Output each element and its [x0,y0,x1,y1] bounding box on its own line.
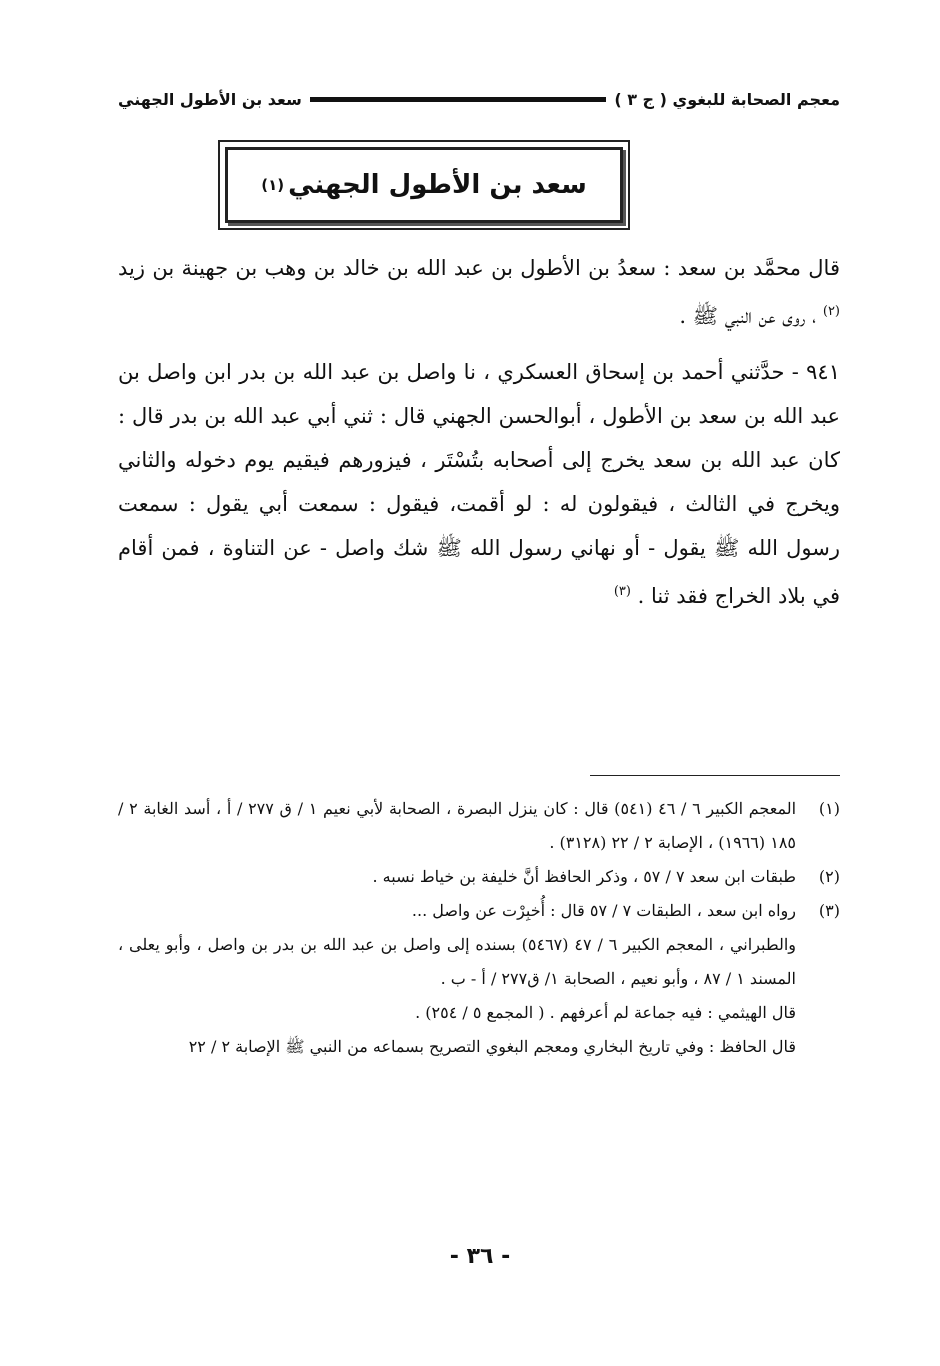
paragraph-2-text: ٩٤١ - حدَّثني أحمد بن إسحاق العسكري ، نا واصل بن عبد الله بن بدر ابن واصل بن عبد الله بن سعد بن الأطول ، أبوالحسن الجهني قال : ثني أبي عبد الله بن بدر قال : كان عبد الله بن سعد يخرج إلى أصحابه بتُسْتَر ، فيزورهم فيقيم يوم دخوله والثاني ويخرج في الثالث ، فيقولون له : لو أقمت، فيقول : سمعت أبي يقول : سمعت رسول الله ﷺ يقول - أو نهاني رسول الله ﷺ شك واصل - عن التناوة ، فمن أقام في بلاد الخراج فقد ثنا . [118,360,840,608]
paragraph-biography [118,246,840,338]
entry-title: سعد بن الأطول الجهني [288,170,587,200]
running-header [118,84,840,114]
footnote-number: (٣) [818,901,840,920]
footnote-number: (١) [818,799,840,818]
footnote-separator [590,775,840,776]
footnote-3 [118,894,840,928]
footnote-text: المعجم الكبير ٦ / ٤٦ (٥٤١) قال : كان ينزل البصرة ، الصحابة لأبي نعيم ١ / ق ٢٧٧ / أ ، أسد الغابة ٢ / ١٨٥ (١٩٦٦) ، الإصابة ٢ / ٢٢ (٣١٢٨) . [118,799,797,852]
header-entry-title: سعد بن الأطول الجهني [118,89,302,109]
footnote-ref-2: (٢) [822,304,840,319]
footnote-text: طبقات ابن سعد ٧ / ٥٧ ، وذكر الحافظ أنَّ خليفة بن خياط نسبه . [372,867,796,886]
footnote-3-haythami: قال الهيثمي : فيه جماعة لم أعرفهم . ( المجمع ٥ / ٢٥٤) . [415,1003,796,1022]
header-rule [310,97,607,102]
main-text [118,246,840,618]
footnote-3-continuation: والطبراني ، المعجم الكبير ٦ / ٤٧ (٥٤٦٧) بسنده إلى واصل بن عبد الله بن بدر بن واصل ، وأبو يعلى ، المسند ١ / ٨٧ ، وأبو نعيم ، الصحابة ١/ ق٢٧٧ / أ - ب . [118,935,797,988]
footnote-3-hafiz: قال الحافظ : وفي تاريخ البخاري ومعجم البغوي التصريح بسماعه من النبي ﷺ الإصابة ٢ / ٢٢ [188,1037,796,1056]
footnote-ref-3: (٣) [613,584,631,599]
paragraph-1-text-end: ، روى عن النبي ﷺ . [679,304,817,328]
entry-title-box [218,140,630,230]
paragraph-hadith-941 [118,350,840,618]
entry-title-frame [225,147,623,223]
paragraph-1-text: قال محمَّد بن سعد : سعدُ بن الأطول بن عبد الله بن خالد بن وهب بن جهينة بن زيد [118,256,840,280]
title-footnote-ref: (١) [261,176,285,194]
book-title: معجم الصحابة للبغوي ( ج ٣ ) [614,89,840,109]
footnote-2 [118,860,840,894]
footnote-text: رواه ابن سعد ، الطبقات ٧ / ٥٧ قال : أُخبِرْت عن واصل ... [411,901,796,920]
footnotes [118,792,840,1064]
page-number: - ٣٦ - [449,1244,511,1269]
footnote-number: (٢) [818,867,840,886]
footnote-1 [118,792,840,860]
